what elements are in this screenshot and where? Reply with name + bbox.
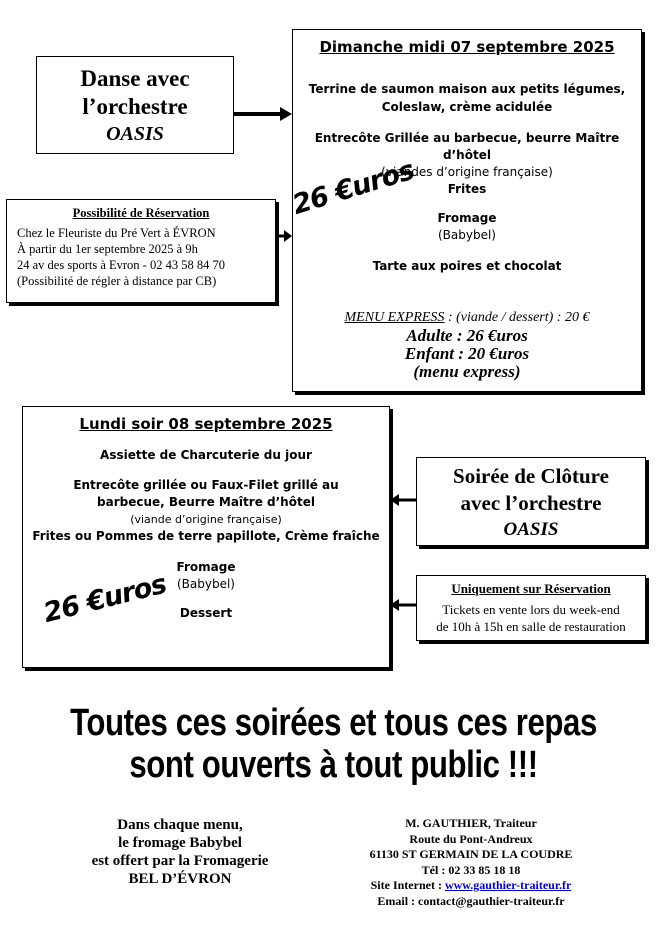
menu-express-label: MENU EXPRESS [344,310,445,325]
babybel-line3: est offert par la Fromagerie [91,853,269,869]
monday-dessert: Dessert [179,606,233,620]
arrow-right-icon [276,230,292,242]
caterer-email: Email : contact@gauthier-traiteur.fr [377,893,565,908]
tickets-line2: de 10h à 15h en salle de restauration [436,619,626,634]
monday-dish2-note: (viande d’origine française) [130,513,282,526]
headline [0,702,667,786]
monday-menu-title: Lundi soir 08 septembre 2025 [79,415,333,433]
sunday-dessert: Tarte aux poires et chocolat [372,259,562,273]
monday-dish2-side: Frites ou Pommes de terre papillote, Crème fraîche [32,529,380,543]
caterer-site-label: Site Internet : [370,878,445,892]
arrow-left-icon [390,494,416,506]
caterer-contact [340,816,602,909]
tickets-line1: Tickets en vente lors du week-end [442,602,620,617]
tickets-box [416,575,646,641]
arrow-left-icon [390,599,416,611]
sunday-dish2-side: Frites [447,182,487,196]
cloture-orchestra-name: OASIS [503,519,559,540]
babybel-line1: Dans chaque menu, [117,817,243,833]
reservation-line2: À partir du 1er septembre 2025 à 9h [17,242,198,256]
monday-price-stamp-text: 26 €uros [40,568,170,629]
headline-line1: Toutes ces soirées et tous ces repas [70,702,597,744]
monday-dish2-line1: Entrecôte grillée ou Faux-Filet grillé au [73,478,339,492]
caterer-site [340,878,602,894]
cloture-line2: avec l’orchestre [460,491,602,515]
reservation-title: Possibilité de Réservation [72,206,210,220]
sunday-dish2-line1: Entrecôte Grillée au barbecue, beurre Maître [314,131,620,145]
tickets-title: Uniquement sur Réservation [451,581,611,596]
price-adult: Adulte : 26 €uros [406,326,528,345]
price-child: Enfant : 20 €uros [404,344,530,363]
monday-dish1: Assiette de Charcuterie du jour [100,448,312,462]
sunday-dish2-note: (viandes d’origine française) [381,165,553,179]
sunday-menu-box [292,29,642,392]
babybel-line4: BEL D’ÉVRON [128,871,232,887]
caterer-address1: Route du Pont-Andreux [409,831,533,846]
babybel-line2: le fromage Babybel [118,835,242,851]
danse-line2: l’orchestre [82,94,188,119]
cloture-box [416,457,646,546]
sunday-cheese: Fromage [437,211,497,225]
reservation-line1: Chez le Fleuriste du Pré Vert à ÉVRON [17,226,216,240]
arrow-right-icon [234,106,292,122]
cloture-line1: Soirée de Clôture [453,464,609,488]
monday-cheese-note: (Babybel) [176,577,235,591]
danse-orchestra-name: OASIS [106,123,164,145]
monday-dish2-line2: barbecue, Beurre Maître d’hôtel [97,495,315,509]
menu-express-line [293,309,641,326]
headline-line2: sont ouverts à tout public !!! [129,744,538,786]
danse-orchestre-box [36,56,234,154]
caterer-phone: Tél : 02 33 85 18 18 [421,862,521,877]
price-child-note: (menu express) [413,362,521,381]
monday-cheese: Fromage [176,560,236,574]
caterer-name: M. GAUTHIER, Traiteur [405,816,537,830]
sunday-price-stamp-text: 26 €uros [288,154,418,221]
babybel-note [58,816,302,888]
reservation-box [6,199,276,303]
danse-line1: Danse avec [80,66,190,91]
menu-express-detail: : (viande / dessert) : 20 € [444,310,590,325]
sunday-dish1-line1: Terrine de saumon maison aux petits légumes, [308,82,626,96]
reservation-line3: 24 av des sports à Evron - 02 43 58 84 70 [17,258,225,272]
reservation-line4: (Possibilité de régler à distance par CB) [17,274,217,288]
sunday-dish2-line2: d’hôtel [443,148,491,162]
caterer-site-link[interactable]: www.gauthier-traiteur.fr [444,878,572,892]
sunday-dish1-line2: Coleslaw, crème acidulée [381,100,553,114]
sunday-menu-title: Dimanche midi 07 septembre 2025 [319,38,615,56]
sunday-cheese-note: (Babybel) [437,228,496,242]
caterer-address2: 61130 ST GERMAIN DE LA COUDRE [369,847,573,861]
monday-menu-box [22,406,390,668]
